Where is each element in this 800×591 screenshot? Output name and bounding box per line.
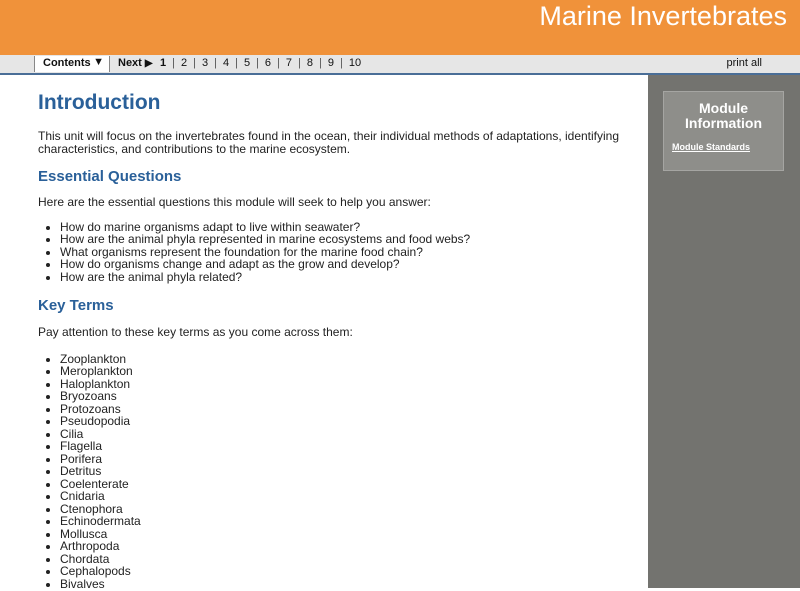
- intro-paragraph: This unit will focus on the invertebrates found in the ocean, their individual methods of adaptations, identifying characteristics, and contributions to the marine ecosystem.: [38, 129, 620, 156]
- list-item: • Bivalves: [60, 578, 628, 591]
- page-link-6[interactable]: 6: [264, 57, 272, 69]
- list-item: • Cephalopods: [60, 565, 628, 578]
- site-header: [0, 0, 800, 55]
- list-item: • Detritus: [60, 465, 628, 478]
- module-information-title: [664, 101, 783, 131]
- page-link-2[interactable]: 2: [180, 57, 188, 69]
- page-separator: |: [214, 57, 217, 69]
- navigation-bar: [0, 55, 800, 75]
- essential-questions-heading: Essential Questions: [38, 168, 182, 185]
- sidebar: [648, 75, 800, 588]
- essential-questions-intro: Here are the essential questions this module will seek to help you answer:: [38, 195, 431, 209]
- next-button[interactable]: [118, 57, 153, 69]
- list-item: • Mollusca: [60, 528, 628, 541]
- page-link-9[interactable]: 9: [327, 57, 334, 69]
- page-separator: |: [256, 57, 259, 69]
- list-item: • Meroplankton: [60, 365, 628, 378]
- list-item: • How are the animal phyla represented in marine ecosystems and food webs?: [60, 233, 628, 246]
- page-separator: |: [298, 57, 301, 69]
- list-item: • Protozoans: [60, 403, 628, 416]
- list-item: • Chordata: [60, 553, 628, 566]
- list-item: • Pseudopodia: [60, 415, 628, 428]
- chevron-down-icon: ▼: [93, 56, 104, 68]
- print-all-link[interactable]: print all: [726, 57, 762, 69]
- page-links: [160, 57, 361, 69]
- module-title-line1: Module: [699, 100, 748, 116]
- list-item: • How do marine organisms adapt to live within seawater?: [60, 221, 628, 234]
- next-label: Next: [118, 57, 142, 69]
- list-item: • Bryozoans: [60, 390, 628, 403]
- main-content: [38, 90, 628, 590]
- page-separator: |: [193, 57, 196, 69]
- contents-dropdown[interactable]: [34, 56, 110, 72]
- list-item: • Flagella: [60, 440, 628, 453]
- list-item: • How do organisms change and adapt as the grow and develop?: [60, 258, 628, 271]
- page-link-7[interactable]: 7: [285, 57, 293, 69]
- page-separator: |: [235, 57, 238, 69]
- list-item: • Ctenophora: [60, 503, 628, 516]
- list-item: • Coelenterate: [60, 478, 628, 491]
- page-separator: |: [319, 57, 322, 69]
- module-title-line2: Information: [685, 115, 762, 131]
- list-item: • Echinodermata: [60, 515, 628, 528]
- page-separator: |: [172, 57, 175, 69]
- site-title: Marine Invertebrates: [539, 1, 787, 31]
- page-separator: |: [277, 57, 280, 69]
- page-title: Introduction: [38, 91, 161, 114]
- page-link-3[interactable]: 3: [201, 57, 209, 69]
- page-link-1[interactable]: 1: [160, 57, 167, 69]
- list-item: • Cilia: [60, 428, 628, 441]
- list-item: • Haloplankton: [60, 378, 628, 391]
- key-terms-heading: Key Terms: [38, 297, 114, 314]
- list-item: • What organisms represent the foundation for the marine food chain?: [60, 246, 628, 259]
- module-information-box: [663, 91, 784, 171]
- list-item: • Zooplankton: [60, 353, 628, 366]
- page-link-5[interactable]: 5: [243, 57, 251, 69]
- list-item: • How are the animal phyla related?: [60, 271, 628, 284]
- essential-questions-list: [38, 221, 628, 284]
- list-item: • Cnidaria: [60, 490, 628, 503]
- page-link-8[interactable]: 8: [306, 57, 314, 69]
- page-separator: |: [340, 57, 343, 69]
- contents-label: Contents: [43, 57, 91, 69]
- key-terms-list: [38, 353, 628, 591]
- module-standards-link[interactable]: Module Standards: [672, 142, 751, 152]
- list-item: • Porifera: [60, 453, 628, 466]
- page-link-4[interactable]: 4: [222, 57, 230, 69]
- key-terms-intro: Pay attention to these key terms as you come across them:: [38, 325, 353, 339]
- page-link-10[interactable]: 10: [348, 57, 362, 69]
- play-arrow-icon: ▶: [144, 58, 153, 69]
- list-item: • Arthropoda: [60, 540, 628, 553]
